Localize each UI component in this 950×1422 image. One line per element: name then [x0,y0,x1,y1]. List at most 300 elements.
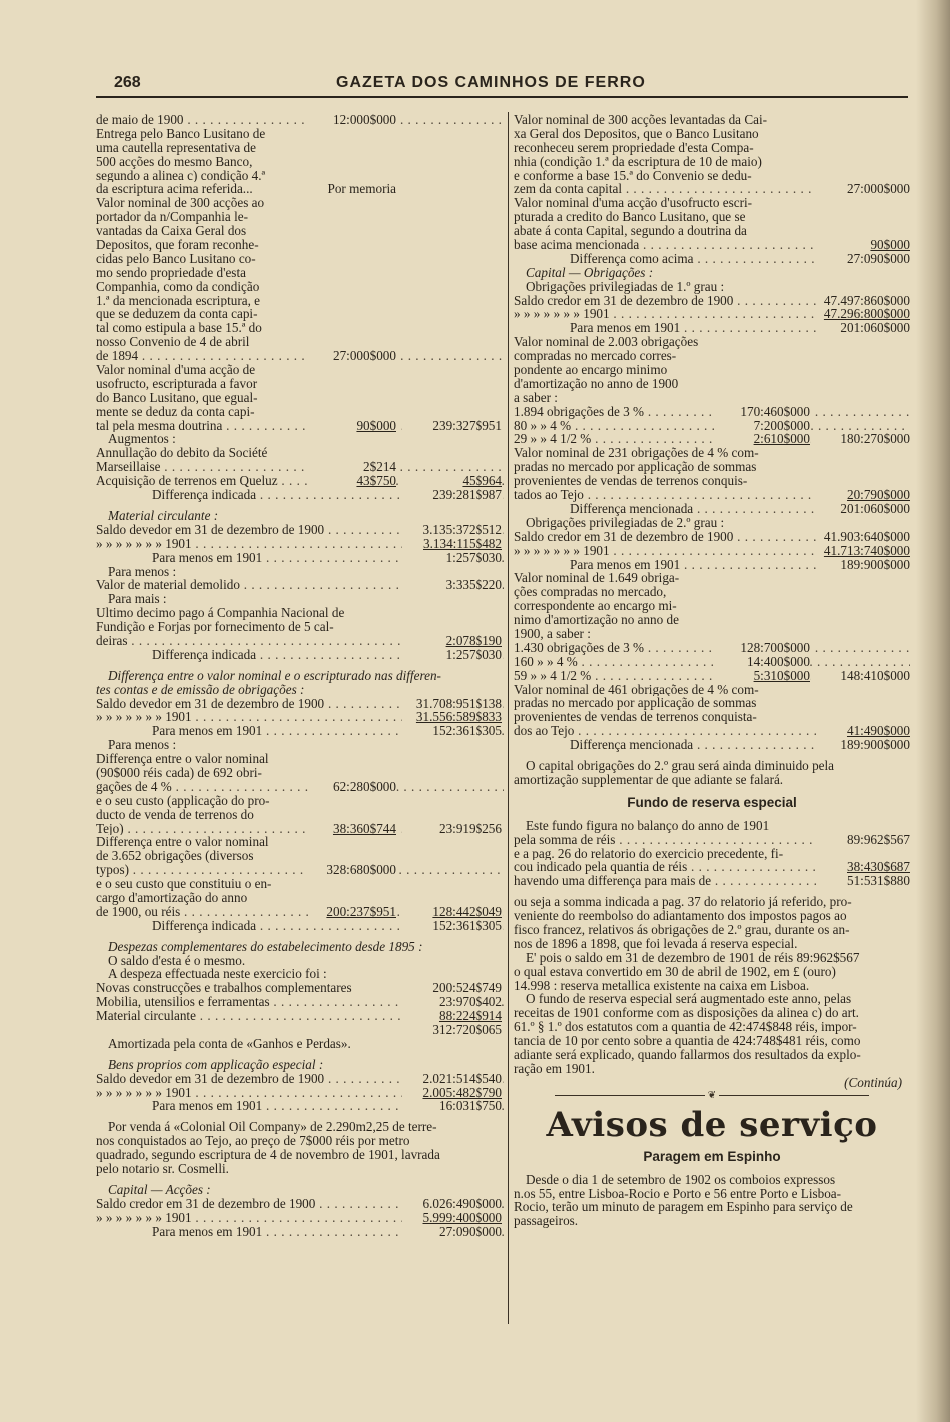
text-line [96,238,504,252]
text-line [96,669,504,683]
line-text: Differença mencionada [570,738,694,752]
line-text: Differença entre o valor nominal e o escripturado nas differen- [108,668,441,683]
line-text: Companhia, como da condição [96,279,260,294]
line-text: Fundição e Forjas por fornecimento de 5 cal- [96,620,334,634]
text-line [514,992,910,1006]
text-line [96,766,504,780]
text-line [96,432,504,446]
section-heading: Fundo de reserva especial [627,794,797,810]
line-text: Saldo devedor em 31 de dezembro de 1900 [96,1071,325,1086]
line-text: Differença indicada [152,918,257,933]
spacer [514,812,910,819]
total-cell: 90$000 [816,238,910,252]
line-text: do Banco Lusitano, que egual- [96,390,258,405]
text-line [514,488,910,502]
amount-cell: 43$750 [308,474,396,488]
line-text: zem da conta capital [514,182,623,197]
text-line [514,335,910,349]
text-line [514,1034,910,1048]
header-rule [96,96,908,98]
text-line [96,1058,504,1072]
text-line [96,1211,504,1225]
line-text: Valor nominal de 461 obrigações de 4 % com- [514,682,759,697]
total-cell: 27:000$000 [816,182,910,196]
text-line [514,321,910,335]
text-line [96,488,504,502]
text-line [514,937,910,951]
total-cell: 128:442$049 [402,905,502,919]
amount-cell: 90$000 [308,419,396,433]
text-line [514,1214,910,1228]
text-line [514,182,910,196]
line-text: dos ao Tejo [514,724,575,739]
text-line [514,377,910,391]
line-text: Para menos em 1901 [152,550,263,565]
total-cell: 3.135:372$512 [402,523,502,537]
text-line [96,891,504,905]
line-text: de maio de 1900 [96,113,184,127]
text-line [96,1225,504,1239]
text-line [96,169,504,183]
total-cell: 312:720$065 [402,1023,502,1037]
text-line [96,349,504,363]
text-line [514,238,910,252]
line-text: 29 » » 4 1/2 % [514,432,592,447]
text-line [514,1062,910,1076]
text-line [96,419,504,433]
amount-cell: 62:280$000 [308,780,396,794]
text-line [514,252,910,266]
line-text: segundo a alinea c) condição 4.ª [96,168,266,183]
text-line [514,169,910,183]
line-text: tancia de 10 por cento sobre a quantia de 424:748$481 réis, como [514,1034,861,1048]
text-line [514,669,910,683]
text-line [514,1006,910,1020]
text-line [514,363,910,377]
total-cell: 239:281$987 [402,488,502,502]
line-text: Este fundo figura no balanço do anno de 1901 [526,818,770,833]
text-line [96,182,504,196]
amount-cell: 200:237$951 [308,905,396,919]
line-text: 59 » » 4 1/2 % [514,668,592,683]
text-line [96,780,504,794]
page-number: 268 [114,74,141,91]
text-line [96,210,504,224]
line-text: a saber : [514,390,558,405]
line-text: cou indicado pela quantia de réis [514,860,688,875]
amount-cell: 328:680$000 [308,863,396,877]
line-text: vantadas da Caixa Geral dos [96,224,247,239]
text-line [514,909,910,923]
text-line [96,307,504,321]
text-line [96,537,504,551]
text-line [96,592,504,606]
text-line [96,1148,504,1162]
text-line [514,951,910,965]
line-text: mente se deduz da conta capi- [96,404,255,419]
line-text: mo sendo propriedade d'esta [96,265,246,280]
line-text: nimo d'amortização no anno de [514,613,679,627]
line-text: 61.º § 1.º dos estatutos com a quantia de 42:474$848 réis, impor- [514,1020,857,1035]
line-text: Novas construcções e trabalhos complementares [96,981,352,996]
text-line [96,321,504,335]
line-text: passageiros. [514,1214,579,1229]
text-line [96,460,504,474]
text-line [514,874,910,888]
total-cell: 47.296:800$000 [816,307,910,321]
text-line [514,1020,910,1034]
total-cell: 47.497:860$000 [816,294,910,308]
line-text: typos) [96,863,129,878]
line-text: 1.430 obrigações de 3 % [514,640,645,655]
line-text: O saldo d'esta é o mesmo. [108,953,246,968]
line-text: pradas no mercado por applicação de sommas [514,460,757,475]
text-line [96,1009,504,1023]
line-text: Valor nominal de 231 obrigações de 4 % com- [514,446,759,461]
text-line [514,1076,910,1090]
line-text: gações de 4 % [96,779,172,794]
section-heading: Paragem em Espinho [643,1148,781,1164]
text-line [96,446,504,460]
text-line [96,266,504,280]
total-cell: 31.556:589$833 [402,710,502,724]
line-text: Capital — Obrigações : [526,265,654,280]
text-line [96,697,504,711]
line-text: d'amortização no anno de 1900 [514,376,679,391]
text-line [96,1037,504,1051]
text-line [96,224,504,238]
line-text: adiante será explicado, quando fallarmos dos resultados da explo- [514,1048,861,1062]
total-cell: 41:490$000 [816,724,910,738]
line-text: Depositos, que foram reconhe- [96,238,259,252]
total-cell: 89:962$567 [816,833,910,847]
line-text: Amortizada pela conta de «Ganhos e Perdas». [108,1036,351,1051]
line-text: portador da n/Companhia le- [96,210,248,225]
text-line [514,738,910,752]
line-text: ções compradas no mercado, [514,585,667,600]
line-text: » » » » » » » 1901 [96,1085,192,1100]
total-cell: 27:090$000 [816,252,910,266]
line-text: Rocio, terão um minuto de paragem em Espinho para serviço de [514,1200,853,1215]
text-line [514,224,910,238]
text-line [514,460,910,474]
line-text: Saldo devedor em 31 de dezembro de 1900 [96,522,325,537]
total-cell: 51:531$880 [816,874,910,888]
line-text: Bens proprios com applicação especial : [108,1057,324,1072]
line-text: pradas no mercado por applicação de sommas [514,696,757,711]
spacer [96,1113,504,1120]
line-text: Saldo devedor em 31 de dezembro de 1900 [96,696,325,711]
text-line [514,696,910,710]
line-text: Para menos : [108,738,177,753]
text-line [96,551,504,565]
text-line [96,995,504,1009]
line-text: (Continúa) [844,1075,902,1090]
amount-cell: 2:610$000 [716,432,810,446]
line-text: Para menos em 1901 [570,321,681,336]
text-line [514,1200,910,1214]
line-text: nhia (condição 1.ª da escriptura de 10 de maio) [514,154,762,169]
text-line [96,905,504,919]
text-line [514,627,910,641]
line-text: Valor nominal de 1.649 obriga- [514,571,680,586]
total-cell: 239:327$951 [402,419,502,433]
line-text: nos de 1896 a 1898, que foi levada á reserva especial. [514,936,798,951]
line-text: deiras [96,633,128,648]
line-text: compradas no mercado corres- [514,349,677,364]
text-line [96,294,504,308]
line-text: correspondente ao encargo mi- [514,599,677,614]
text-line [96,1120,504,1134]
total-cell: 23:919$256 [402,822,502,836]
text-line [514,599,910,613]
line-text: cargo d'amortização do anno [96,890,248,905]
line-text: Saldo credor em 31 de dezembro de 1900 [514,293,734,308]
amount-cell: 14:400$000 [716,655,810,669]
total-cell: 41.903:640$000 [816,530,910,544]
text-line [514,405,910,419]
page-edge-shadow [916,0,950,1422]
line-text: receitas de 1901 conforme com as disposições da alinea c) do art. [514,1006,859,1021]
text-line [514,613,910,627]
journal-title: GAZETA DOS CAMINHOS DE FERRO [336,74,646,91]
line-text: Annullação do debito da Société [96,446,268,461]
amount-cell: 7:200$000 [716,419,810,433]
line-text: de 1894 [96,349,139,364]
line-text: Material circulante : [108,508,219,523]
total-cell: 3:335$220 [402,578,502,592]
line-text: xa Geral dos Depositos, que o Banco Lusitano [514,126,759,141]
text-line [96,523,504,537]
text-line [514,127,910,141]
text-line [96,509,504,523]
line-text: tados ao Tejo [514,488,584,502]
line-text: pondente ao encargo minimo [514,363,668,377]
text-line [96,280,504,294]
section-banner: Avisos de serviço [546,1104,878,1145]
spacer [96,662,504,669]
text-line [96,1072,504,1086]
line-text: Despezas complementares do estabelecimento desde 1895 : [108,939,423,954]
text-line [514,419,910,433]
line-text: ou seja a somma indicada a pag. 37 do relatorio já referido, pro- [514,895,852,910]
text-line [96,474,504,488]
total-cell: 2:078$190 [402,634,502,648]
total-cell: 16:031$750 [402,1099,502,1113]
amount-cell: 2$214 [308,460,396,474]
text-line [514,585,910,599]
text-line [514,683,910,697]
text-line [96,724,504,738]
text-line [514,294,910,308]
text-line [96,1183,504,1197]
line-text: » » » » » » » 1901 [96,1210,192,1225]
line-text: 1900, a saber : [514,626,591,641]
line-text: 160 » » 4 % [514,654,578,669]
spacer [96,502,504,509]
spacer [96,1176,504,1183]
text-line [96,335,504,349]
line-text: tal pela mesma doutrina [96,418,223,433]
text-line [96,683,504,697]
line-text: quadrado, segundo escriptura de 4 de novembro de 1901, lavrada [96,1148,440,1163]
line-text: 500 acções do mesmo Banco, [96,154,253,169]
text-line [96,606,504,620]
text-line [96,578,504,592]
line-text: Ultimo decimo pago á Companhia Nacional de [96,606,345,621]
line-text: Marseillaise [96,460,161,475]
line-text: nosso Convenio de 4 de abril [96,335,250,350]
total-cell: 152:361$305 [402,724,502,738]
spacer [514,752,910,759]
text-line [96,1134,504,1148]
text-line [514,833,910,847]
spacer [514,787,910,794]
total-cell: 201:060$000 [816,502,910,516]
line-text: » » » » » » » 1901 [514,307,610,322]
text-line [96,377,504,391]
line-text: amortização supplementar de que adiante se falará. [514,772,784,787]
line-text: » » » » » » » 1901 [96,710,192,725]
line-text: veniente do reembolso do adiantamento dos impostos pagos ao [514,909,847,923]
line-text: A despeza effectuada neste exercicio foi : [108,967,327,982]
spacer [514,888,910,895]
text-line [96,1023,504,1037]
text-line [96,363,504,377]
line-text: » » » » » » » 1901 [96,536,192,551]
text-line [514,155,910,169]
text-line [96,155,504,169]
line-text: abate á conta Capital, segundo a doutrina da [514,224,747,239]
text-line [96,877,504,891]
line-text: » » » » » » » 1901 [514,543,610,558]
text-line [514,571,910,585]
text-line [514,432,910,446]
text-line [96,196,504,210]
left-column [96,113,504,1238]
amount-cell: 27:000$000 [308,349,396,363]
text-line [96,1162,504,1176]
line-text: provenientes de vendas de terrenos conquis- [514,474,748,489]
text-line [514,544,910,558]
total-cell: 200:524$749 [402,981,502,995]
text-line [96,835,504,849]
line-text: e conforme a base 15.ª do Convenio se dedu- [514,168,752,183]
line-text: ducto de venda de terrenos do [96,807,254,822]
ornament-divider: ❦ [514,1090,910,1102]
text-line [514,196,910,210]
total-cell: 189:900$000 [816,558,910,572]
text-line [514,847,910,861]
line-text: Para menos em 1901 [570,557,681,572]
text-line [96,141,504,155]
line-text: e a pag. 26 do relatorio do exercicio precedente, fi- [514,846,784,861]
text-line [514,266,910,280]
text-line [514,923,910,937]
line-text: Para mais : [108,592,167,607]
text-line [96,634,504,648]
line-text: Tejo) [96,821,124,836]
line-text: n.os 55, entre Lisboa-Rocio e Porto e 56 entre Porto e Lisboa- [514,1186,842,1201]
total-cell: 1:257$030 [402,551,502,565]
text-line [96,981,504,995]
line-text: O fundo de reserva especial será augmentado este anno, pelas [526,992,852,1007]
amount-cell: 170:460$000 [716,405,810,419]
text-line [96,391,504,405]
text-line [96,954,504,968]
text-line [514,860,910,874]
line-text: Obrigações privilegiadas de 1.º grau : [526,279,725,294]
text-line [96,752,504,766]
line-text: E' pois o saldo em 31 de dezembro de 1901 de réis 89:962$567 [526,950,860,965]
line-text: Para menos em 1901 [152,724,263,739]
line-text: nos conquistados ao Tejo, ao preço de 7$000 réis por metro [96,1134,410,1149]
total-cell: 152:361$305 [402,919,502,933]
line-text: Differença mencionada [570,501,694,516]
line-text: pela somma de réis [514,832,616,847]
line-text: Valor nominal d'uma acção de [96,363,256,377]
line-text: Valor nominal de 2.003 obrigações [514,335,699,350]
line-text: O capital obrigações do 2.º grau será ainda diminuido pela [526,758,835,773]
text-line [96,1086,504,1100]
line-text: Para menos : [108,564,177,579]
total-cell: 23:970$402 [402,995,502,1009]
text-line [514,979,910,993]
line-text: Saldo credor em 31 de dezembro de 1900 [96,1196,316,1211]
line-text: base acima mencionada [514,238,640,252]
line-text: Para menos em 1901 [152,1099,263,1114]
right-column [514,113,910,1228]
text-line [514,307,910,321]
total-cell: 5.999:400$000 [402,1211,502,1225]
line-text: tes contas e de emissão de obrigações : [96,682,305,697]
text-line [514,895,910,909]
line-text: 80 » » 4 % [514,418,572,433]
line-text: 14.998 : reserva metallica existente na caixa em Lisboa. [514,978,810,993]
line-text: Entrega pelo Banco Lusitano de [96,126,266,141]
line-text: ração em 1901. [514,1061,595,1076]
line-text: de 3.652 obrigações (diversos [96,849,254,864]
total-cell: 88:224$914 [402,1009,502,1023]
line-text: cidas pelo Banco Lusitano co- [96,251,256,266]
text-line [514,655,910,669]
amount-cell: 5:310$000 [716,669,810,683]
line-text: Por venda á «Colonial Oil Company» de 2.290m2,25 de terre- [108,1120,437,1135]
total-cell: 31.708:951$138 [402,697,502,711]
text-line [514,1048,910,1062]
text-line [96,405,504,419]
total-cell: 20:790$000 [816,488,910,502]
text-line [96,940,504,954]
text-line [514,141,910,155]
text-line [514,773,910,787]
text-line [96,863,504,877]
line-text: Valor nominal de 300 acções ao [96,196,265,211]
text-line [514,1187,910,1201]
total-cell: 2.021:514$540 [402,1072,502,1086]
line-text: de 1900, ou réis [96,904,181,919]
line-text: pturada a credito do Banco Lusitano, que se [514,210,746,225]
line-text: provenientes de vendas de terrenos conquista- [514,710,757,725]
line-text: 1.894 obrigações de 3 % [514,404,645,419]
line-text: fisco francez, relativos ás obrigações de 2.º grau, durante os an- [514,922,850,937]
text-line [96,1099,504,1113]
text-line [514,210,910,224]
text-line [96,252,504,266]
total-cell: 189:900$000 [816,738,910,752]
line-text: Valor de material demolido [96,578,240,593]
total-cell: 6.026:490$000 [402,1197,502,1211]
